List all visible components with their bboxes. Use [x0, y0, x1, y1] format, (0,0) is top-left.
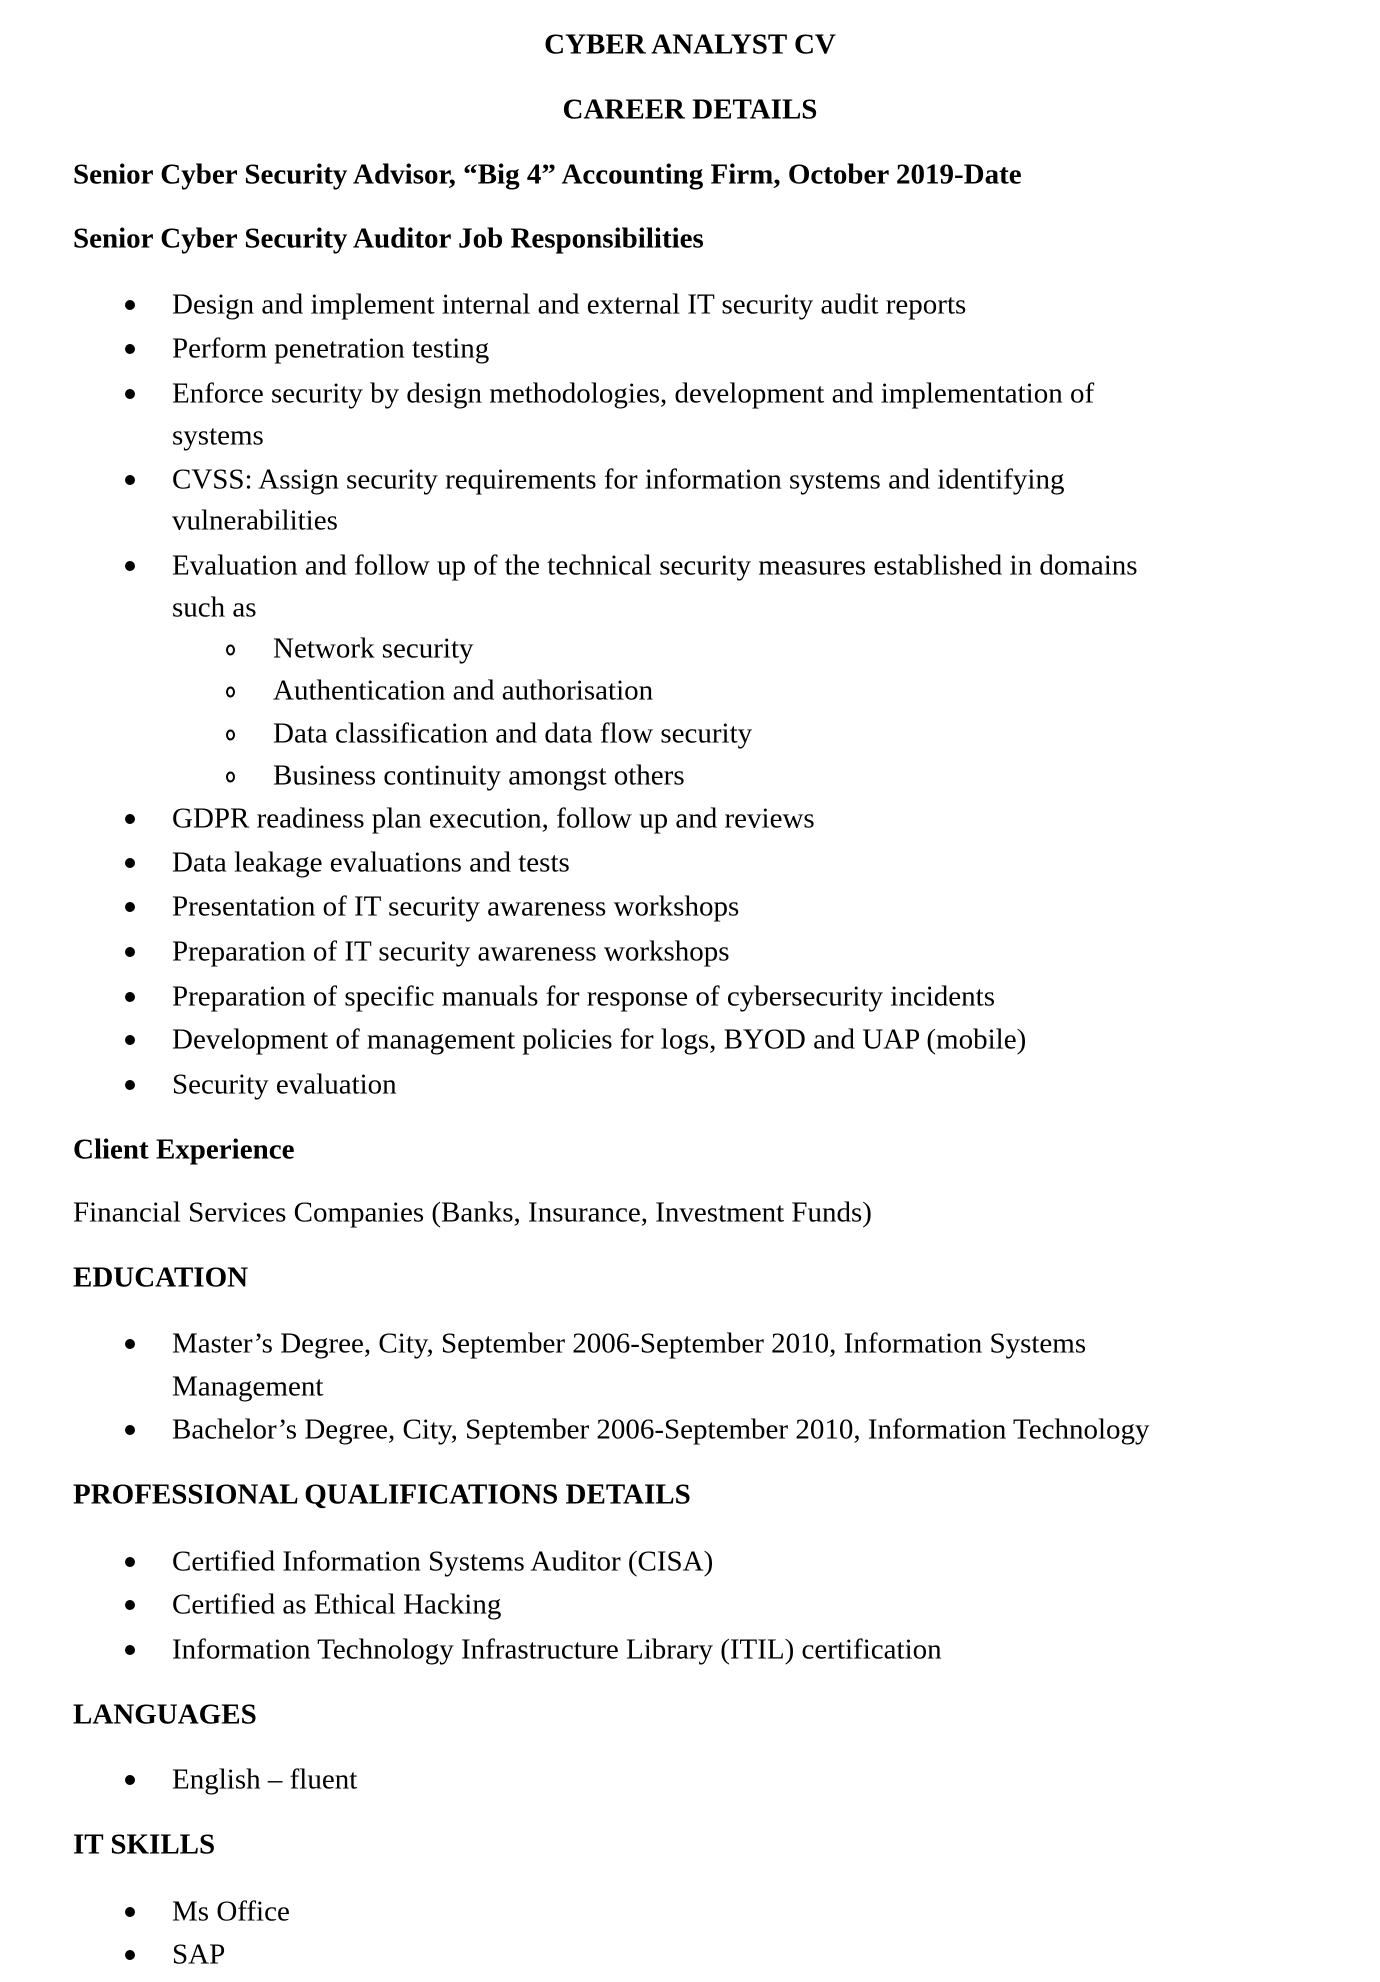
hollow-bullet-icon	[226, 645, 235, 656]
bullet-icon	[125, 992, 135, 1002]
bullet-icon	[125, 300, 135, 310]
list-item: Evaluation and follow up of the technical security measures established in domains	[172, 549, 1138, 582]
sub-list-item: Data classification and data flow security	[273, 717, 753, 750]
document-title: CYBER ANALYST CV	[544, 28, 836, 61]
list-item: Preparation of IT security awareness workshops	[172, 935, 730, 968]
list-item: Enforce security by design methodologies, development and implementation of	[172, 377, 1095, 410]
sub-list-item: Network security	[273, 632, 474, 665]
list-item: Development of management policies for logs, BYOD and UAP (mobile)	[172, 1023, 1027, 1056]
list-item-continuation: such as	[172, 591, 257, 624]
list-item: Bachelor’s Degree, City, September 2006-September 2010, Information Technology	[172, 1413, 1150, 1446]
career-details-heading: CAREER DETAILS	[562, 93, 818, 126]
list-item: English – fluent	[172, 1763, 358, 1796]
bullet-icon	[125, 1645, 135, 1655]
list-item: GDPR readiness plan execution, follow up and reviews	[172, 802, 815, 835]
bullet-icon	[125, 1339, 135, 1349]
bullet-icon	[125, 1425, 135, 1435]
list-item: Security evaluation	[172, 1068, 397, 1101]
bullet-icon	[125, 902, 135, 912]
bullet-icon	[125, 1035, 135, 1045]
bullet-icon	[125, 475, 135, 485]
list-item-continuation: systems	[172, 419, 264, 452]
list-item: Certified as Ethical Hacking	[172, 1588, 502, 1621]
list-item: Information Technology Infrastructure Library (ITIL) certification	[172, 1633, 942, 1666]
bullet-icon	[125, 344, 135, 354]
list-item: SAP	[172, 1938, 226, 1971]
bullet-icon	[125, 1600, 135, 1610]
bullet-icon	[125, 1907, 135, 1917]
list-item: Design and implement internal and external IT security audit reports	[172, 288, 967, 321]
bullet-icon	[125, 1557, 135, 1567]
responsibilities-heading: Senior Cyber Security Auditor Job Responsibilities	[73, 222, 704, 255]
list-item: Presentation of IT security awareness workshops	[172, 890, 740, 923]
list-item-continuation: Management	[172, 1370, 324, 1403]
hollow-bullet-icon	[226, 772, 235, 783]
sub-list-item: Authentication and authorisation	[273, 674, 654, 707]
bullet-icon	[125, 1950, 135, 1960]
languages-heading: LANGUAGES	[73, 1698, 257, 1731]
list-item: Perform penetration testing	[172, 332, 490, 365]
bullet-icon	[125, 814, 135, 824]
hollow-bullet-icon	[226, 687, 235, 698]
list-item: Master’s Degree, City, September 2006-September 2010, Information Systems	[172, 1327, 1087, 1360]
job-title-line: Senior Cyber Security Advisor, “Big 4” Accounting Firm, October 2019-Date	[73, 158, 1022, 191]
hollow-bullet-icon	[226, 730, 235, 741]
list-item: Preparation of specific manuals for response of cybersecurity incidents	[172, 980, 995, 1013]
list-item: Certified Information Systems Auditor (CISA)	[172, 1545, 714, 1578]
bullet-icon	[125, 389, 135, 399]
client-experience-text: Financial Services Companies (Banks, Insurance, Investment Funds)	[73, 1196, 872, 1229]
list-item-continuation: vulnerabilities	[172, 504, 338, 537]
it-skills-heading: IT SKILLS	[73, 1828, 216, 1861]
client-experience-heading: Client Experience	[73, 1133, 295, 1166]
bullet-icon	[125, 947, 135, 957]
list-item: Data leakage evaluations and tests	[172, 846, 570, 879]
list-item: Ms Office	[172, 1895, 290, 1928]
qualifications-heading: PROFESSIONAL QUALIFICATIONS DETAILS	[73, 1478, 691, 1511]
bullet-icon	[125, 561, 135, 571]
bullet-icon	[125, 1775, 135, 1785]
education-heading: EDUCATION	[73, 1261, 249, 1294]
sub-list-item: Business continuity amongst others	[273, 759, 685, 792]
bullet-icon	[125, 1080, 135, 1090]
bullet-icon	[125, 858, 135, 868]
list-item: CVSS: Assign security requirements for information systems and identifying	[172, 463, 1065, 496]
